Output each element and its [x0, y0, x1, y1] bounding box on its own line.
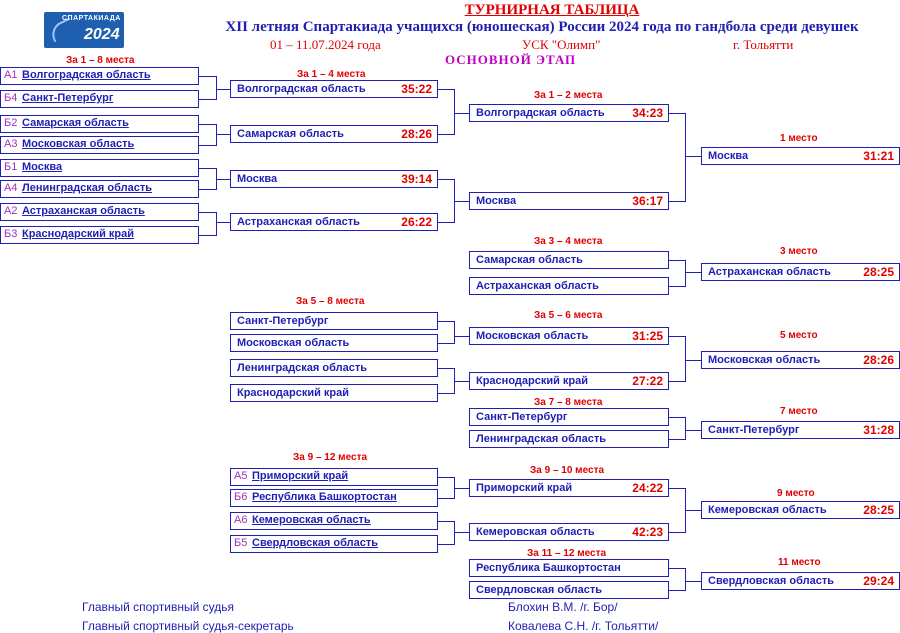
label-place-7: 7 место	[780, 406, 818, 417]
seed-row: Б6 Республика Башкортостан	[230, 489, 438, 507]
seed-row: Б3 Краснодарский край	[0, 226, 198, 244]
seed-row: Б2 Самарская область	[0, 115, 198, 133]
chief-secretary-name: Ковалева С.Н. /г. Тольятти/	[508, 619, 659, 633]
team-5-8: Московская область	[230, 334, 438, 352]
label-place-1: 1 место	[780, 133, 818, 144]
sf-result: Москва 36:17	[469, 192, 669, 210]
qf-result: Волгоградская область 35:22	[230, 80, 438, 98]
label-7-8: За 7 – 8 места	[534, 397, 603, 408]
seed-row: А2 Астраханская область	[0, 203, 198, 221]
label-1-2: За 1 – 2 места	[534, 90, 603, 101]
chief-secretary-label: Главный спортивный судья-секретарь	[82, 619, 294, 633]
page-title: ТУРНИРНАЯ ТАБЛИЦА	[464, 2, 640, 18]
qf-result: Москва 39:14	[230, 170, 438, 188]
seed-row: А5 Приморский край	[230, 468, 438, 486]
seed-row: А3 Московская область	[0, 136, 198, 154]
label-5-8: За 5 – 8 места	[296, 296, 365, 307]
team-5-8: Ленинградская область	[230, 359, 438, 377]
spartakiada-logo: СПАРТАКИАДА 2024	[44, 12, 124, 48]
place-7-result: Санкт-Петербург 31:28	[701, 421, 900, 439]
label-5-6: За 5 – 6 места	[534, 310, 603, 321]
result-5-6-semi: Краснодарский край 27:22	[469, 372, 669, 390]
result-9-10-semi: Кемеровская область 42:23	[469, 523, 669, 541]
label-place-11: 11 место	[778, 557, 821, 568]
sf-result: Волгоградская область 34:23	[469, 104, 669, 122]
label-3-4: За 3 – 4 места	[534, 236, 603, 247]
chief-judge-name: Блохин В.М. /г. Бор/	[508, 600, 618, 614]
event-city: г. Тольятти	[733, 37, 794, 52]
label-place-5: 5 место	[780, 330, 818, 341]
chief-judge-label: Главный спортивный судья	[82, 600, 234, 614]
qf-result: Самарская область 28:26	[230, 125, 438, 143]
stage-label: ОСНОВНОЙ ЭТАП	[445, 52, 577, 67]
place-11-result: Свердловская область 29:24	[701, 572, 900, 590]
place-5-result: Московская область 28:26	[701, 351, 900, 369]
place-3-result: Астраханская область 28:25	[701, 263, 900, 281]
team-3-4: Самарская область	[469, 251, 669, 269]
place-1-result: Москва 31:21	[701, 147, 900, 165]
team-7-8: Санкт-Петербург	[469, 408, 669, 426]
team-11-12: Республика Башкортостан	[469, 559, 669, 577]
seed-row: А4 Ленинградская область	[0, 180, 198, 198]
seed-row: Б4 Санкт-Петербург	[0, 90, 198, 108]
label-place-9: 9 место	[777, 488, 815, 499]
result-5-6-semi: Московская область 31:25	[469, 327, 669, 345]
place-9-result: Кемеровская область 28:25	[701, 501, 900, 519]
seed-row: А1 Волгоградская область	[0, 67, 198, 85]
seed-row: А6 Кемеровская область	[230, 512, 438, 530]
team-5-8: Санкт-Петербург	[230, 312, 438, 330]
label-9-10: За 9 – 10 места	[530, 465, 605, 476]
event-dates: 01 – 11.07.2024 года	[270, 37, 381, 52]
team-11-12: Свердловская область	[469, 581, 669, 599]
result-9-10-semi: Приморский край 24:22	[469, 479, 669, 497]
label-9-12: За 9 – 12 места	[293, 452, 368, 463]
team-3-4: Астраханская область	[469, 277, 669, 295]
seed-row: Б5 Свердловская область	[230, 535, 438, 553]
label-11-12: За 11 – 12 места	[527, 548, 607, 559]
label-place-3: 3 место	[780, 246, 818, 257]
page-subtitle: XII летняя Спартакиада учащихся (юношеская) России 2024 года по гандбола среди девушек	[225, 19, 859, 35]
qf-result: Астраханская область 26:22	[230, 213, 438, 231]
team-5-8: Краснодарский край	[230, 384, 438, 402]
event-venue: УСК "Олимп"	[522, 37, 601, 52]
seed-row: Б1 Москва	[0, 159, 198, 177]
label-1-4: За 1 – 4 места	[297, 69, 366, 80]
team-7-8: Ленинградская область	[469, 430, 669, 448]
label-1-8: За 1 – 8 места	[66, 55, 135, 66]
